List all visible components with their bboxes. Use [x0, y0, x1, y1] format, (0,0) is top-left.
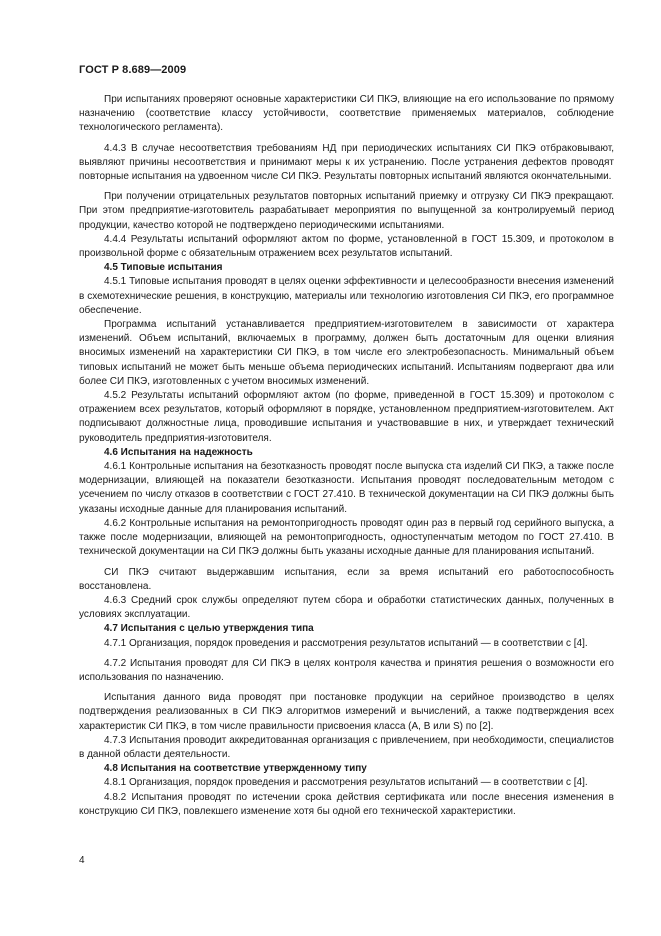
page-number: 4: [79, 855, 85, 866]
paragraph-4-6-1: 4.6.1 Контрольные испытания на безотказность проводят после выпуска ста изделий СИ ПКЭ, а также после модернизации, влияющей на показатели безотказности. Испытания проводят последовательным методом с усечением по числу отказов в соответствии с ГОСТ 27.410. В технической документации на СИ ПКЭ должны быть указаны исходные данные для планирования испытаний.: [79, 461, 614, 515]
paragraph-4-8-1: 4.8.1 Организация, порядок проведения и рассмотрения результатов испытаний — в соответствии с [4].: [104, 777, 588, 789]
paragraph: Программа испытаний устанавливается предприятием-изготовителем в зависимости от характера изменений. Объем испытаний, включаемых в программу, должен быть достаточным для оценки влияния вносимых изменений на характеристики СИ ПКЭ, в том числе его электробезопасность. Минимальный объем типовых испытаний не может быть меньше объема периодических испытаний. Испытаниям подвергают два или более СИ ПКЭ, изготовленных с учетом вносимых изменений.: [79, 319, 614, 387]
paragraph: СИ ПКЭ считают выдержавшим испытания, если за время испытаний его работоспособность восстановлена.: [79, 566, 614, 592]
paragraph-4-7-3: 4.7.3 Испытания проводит аккредитованная организация с привлечением, при необходимости, специалистов в данной области деятельности.: [79, 734, 614, 760]
section-heading-4-6: 4.6 Испытания на надежность: [104, 446, 253, 458]
paragraph: При получении отрицательных результатов повторных испытаний приемку и отгрузку СИ ПКЭ прекращают. При этом предприятие-изготовитель разрабатывает мероприятия по выпущенной за контролируемый период продукции, качество которой не подтверждено периодическими испытаниями.: [79, 191, 614, 231]
paragraph: Испытания данного вида проводят при постановке продукции на серийное производство в целях подтверждения реализованных в СИ ПКЭ алгоритмов измерений и вычислений, а также подтверждения всех характеристик СИ ПКЭ, в том числе правильности присвоения класса (А, В или S) по [2].: [79, 692, 614, 732]
paragraph-4-5-2: 4.5.2 Результаты испытаний оформляют актом (по форме, приведенной в ГОСТ 15.309) и протоколом с отражением всех результатов, который оформляют в порядке, установленном предприятием-изготовителем. Акт подписывают должностные лица, проводившие испытания и участвовавшие в них, и утверждает технический руководитель предприятия-изготовителя.: [79, 390, 614, 444]
paragraph-4-4-4: 4.4.4 Результаты испытаний оформляют актом по форме, установленной в ГОСТ 15.309, и протоколом в произвольной форме с обязательным отражением всех результатов испытаний.: [79, 233, 614, 260]
document-header: ГОСТ Р 8.689—2009: [79, 64, 187, 76]
paragraph-4-4-3: 4.4.3 В случае несоответствия требованиям НД при периодических испытаниях СИ ПКЭ отбраковывают, выявляют причины несоответствия и принимают меры к их устранению. После устранения дефектов проводят повторные испытания на удвоенном числе СИ ПКЭ. Результаты повторных испытаний являются окончательными.: [79, 142, 614, 183]
section-heading-4-8: 4.8 Испытания на соответствие утвержденному типу: [104, 763, 367, 775]
paragraph-4-6-3: 4.6.3 Средний срок службы определяют путем сбора и обработки статистических данных, полученных в условиях эксплуатации.: [79, 594, 614, 621]
paragraph-4-8-2: 4.8.2 Испытания проводят по истечении срока действия сертификата или после внесения изменения в конструкцию СИ ПКЭ, повлекшего изменение хотя бы одной его технической характеристики.: [79, 791, 614, 817]
section-heading-4-5: 4.5 Типовые испытания: [104, 262, 223, 274]
paragraph-4-5-1: 4.5.1 Типовые испытания проводят в целях оценки эффективности и целесообразности внесения изменений в схемотехнические решения, в конструкцию, материалы или технологию изготовления СИ ПКЭ, его программное обеспечение.: [79, 276, 614, 316]
paragraph-4-7-2: 4.7.2 Испытания проводят для СИ ПКЭ в целях контроля качества и принятия решения о возможности его использования по назначению.: [79, 657, 614, 683]
paragraph-4-6-2: 4.6.2 Контрольные испытания на ремонтопригодность проводят один раз в первый год серийного выпуска, а также после модернизации, влияющей на ремонтопригодность, одноступенчатым методом по ГОСТ 27.410. В технической документации на СИ ПКЭ должны быть указаны исходные данные для планирования испытаний.: [79, 517, 614, 558]
paragraph-4-7-1: 4.7.1 Организация, порядок проведения и рассмотрения результатов испытаний — в соответствии с [4].: [104, 637, 588, 649]
document-body: [79, 93, 614, 819]
paragraph: При испытаниях проверяют основные характеристики СИ ПКЭ, влияющие на его использование по прямому назначению (соответствие классу устойчивости, соответствие применяемых материалов, соблюдение технологического регламента).: [79, 94, 614, 134]
section-heading-4-7: 4.7 Испытания с целью утверждения типа: [104, 623, 314, 635]
